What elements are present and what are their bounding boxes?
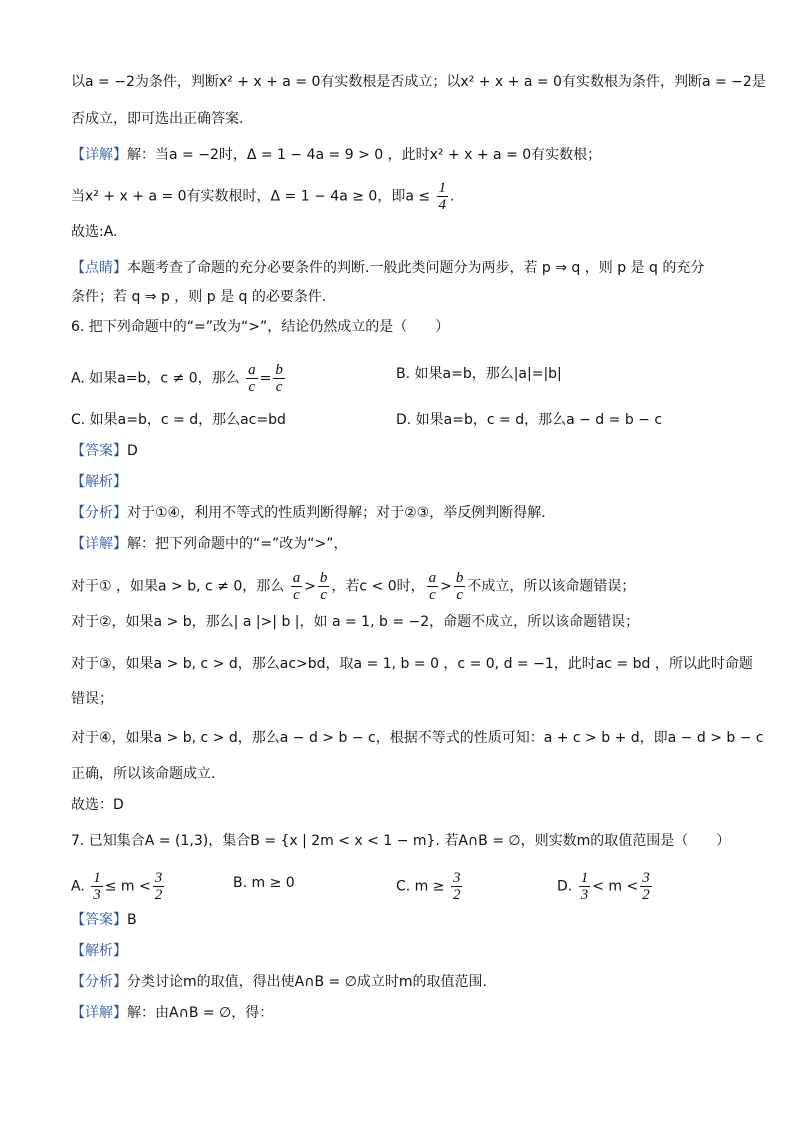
question-7: 7. 已知集合A = (1,3)，集合B = {x | 2m < x < 1 − m}. 若A∩B = ∅，则实数m的取值范围是（ ） — [71, 833, 731, 849]
analysis-line-1: 以a = −2为条件，判断x² + x + a = 0有实数根是否成立；以x² + x + a = 0有实数根为条件，判断a = −2是 — [71, 74, 766, 90]
q6-option-b: B. 如果a=b，那么|a|=|b| — [396, 366, 562, 382]
analysis-7 — [71, 972, 487, 992]
detail-tag-6: 【详解】 — [71, 536, 127, 552]
detail-text: 解：当a = −2时，Δ = 1 − 4a = 9 > 0 ，此时x² + x + a = 0有实数根； — [127, 147, 602, 163]
explanation-tag-6: 【解析】 — [71, 474, 127, 490]
remark-text: 本题考查了命题的充分必要条件的判断.一般此类问题分为两步，若 p ⇒ q ，则 p 是 q 的充分 — [127, 260, 705, 276]
detail-line-2 — [71, 180, 455, 213]
period: . — [450, 188, 455, 205]
detail-line — [71, 145, 601, 165]
detail-text-6: 解：把下列命题中的“=”改为“>”， — [127, 536, 348, 552]
case-3b: 错误； — [71, 691, 113, 707]
detail-6 — [71, 534, 347, 554]
answer-6 — [71, 441, 138, 461]
case-4b: 正确，所以该命题成立. — [71, 766, 216, 782]
case-1: 对于① ，如果a > b, c ≠ 0，那么 $\frac{a}{c}$ > $\frac{b}{c}$ ，若c < 0时， $\frac{a}{c}$ > $\frac{b}{c}$ 不成立，所以该命题错误； — [71, 570, 636, 603]
answer-7 — [71, 910, 137, 930]
case-2: 对于②，如果a > b，那么| a |>| b |，如 a = 1, b = −2，命题不成立，所以该命题错误； — [71, 614, 640, 630]
q7-option-b: B. m ≥ 0 — [233, 875, 295, 891]
analysis-text: 对于①④，利用不等式的性质判断得解；对于②③，举反例判断得解. — [127, 505, 546, 521]
question-6: 6. 把下列命题中的“=”改为“>”，结论仍然成立的是（ ） — [71, 319, 450, 335]
answer-tag: 【答案】 — [71, 443, 127, 459]
detail-7 — [71, 1003, 273, 1023]
analysis-6 — [71, 503, 546, 523]
explanation-tag-7: 【解析】 — [71, 943, 127, 959]
remark-line-2: 条件；若 q ⇒ p ，则 p 是 q 的必要条件. — [71, 289, 327, 305]
remark-line — [71, 258, 704, 278]
q6-option-d: D. 如果a=b，c = d，那么a − d = b − c — [396, 412, 663, 428]
select-6: 故选：D — [71, 797, 124, 813]
detail-tag-7: 【详解】 — [71, 1005, 127, 1021]
q6-option-a: A. 如果a=b，c ≠ 0，那么 $\frac{a}{c}$ = $\frac{b}{c}$ — [71, 362, 283, 395]
detail-tag: 【详解】 — [71, 147, 127, 163]
detail-text-7: 解：由A∩B = ∅，得： — [127, 1005, 274, 1021]
detail-text-2a: 当x² + x + a = 0有实数根时，Δ = 1 − 4a ≥ 0，即a ≤ — [71, 188, 431, 205]
answer-value: D — [127, 443, 138, 459]
q6-option-c: C. 如果a=b，c = d，那么ac=bd — [71, 412, 286, 428]
analysis-line-2: 否成立，即可选出正确答案. — [71, 111, 244, 127]
case-3: 对于③，如果a > b, c > d，那么ac>bd，取a = 1, b = 0 ，c = 0, d = −1，此时ac = bd ，所以此时命题 — [71, 656, 753, 672]
remark-tag: 【点睛】 — [71, 260, 127, 276]
q7-option-d: D. $\frac{1}{3}$ < m < $\frac{3}{2}$ — [557, 870, 650, 903]
fraction-one-quarter: $\frac{1}{4}$ — [438, 180, 447, 213]
analysis-text-7: 分类讨论m的取值，得出使A∩B = ∅成立时m的取值范围. — [127, 974, 487, 990]
q7-option-c: C. m ≥ $\frac{3}{2}$ — [396, 870, 461, 903]
q7-option-a: A. $\frac{1}{3}$ ≤ m < $\frac{3}{2}$ — [71, 870, 163, 903]
analysis-tag: 【分析】 — [71, 505, 127, 521]
answer-value-7: B — [127, 912, 137, 928]
analysis-tag-7: 【分析】 — [71, 974, 127, 990]
answer-tag-7: 【答案】 — [71, 912, 127, 928]
case-4: 对于④，如果a > b, c > d，那么a − d > b − c，根据不等式的性质可知：a + c > b + d，即a − d > b − c — [71, 730, 764, 746]
select-line-a: 故选:A. — [71, 224, 118, 240]
